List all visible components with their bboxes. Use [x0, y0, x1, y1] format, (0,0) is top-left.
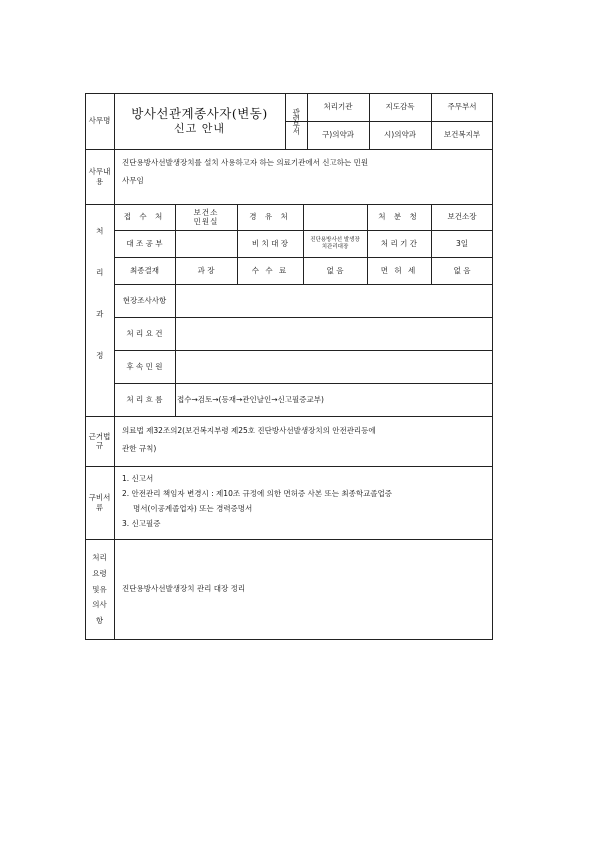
- business-text-line-2: 사무임: [122, 176, 144, 185]
- document-item: 1. 신고서: [122, 474, 154, 483]
- title-line-2: 신고 안내: [173, 121, 225, 135]
- business-text-line-1: 진단용방사선발생장치를 설치 사용하고자 하는 의료기관에서 신고하는 민원: [122, 158, 369, 167]
- document-item: 명서(이공계졸업자) 또는 경력증명서: [133, 504, 253, 513]
- via-value: [303, 204, 367, 230]
- related-dept-label: 관련부서: [291, 108, 301, 134]
- col-header-supervision: 지도감독: [385, 102, 415, 112]
- ledger-value: 진단용방사선 발생장치관리대장: [310, 236, 360, 250]
- via-label: 경 유 처: [249, 212, 291, 222]
- rule: [85, 539, 493, 540]
- period-label: 처 리 기 간: [380, 238, 418, 248]
- rule: [85, 466, 493, 467]
- agent-value: [175, 230, 237, 257]
- final-approval-value: 과 장: [197, 265, 215, 275]
- document-item: 2. 안전관리 책임자 변경시 : 제10조 규정에 의한 면허증 사본 또는 최종학교졸업증: [122, 489, 393, 498]
- site-survey-label: 현장조사사항: [122, 295, 167, 305]
- process-label: 처리과정: [95, 227, 105, 393]
- license-tax-label: 면 허 세: [380, 265, 418, 275]
- document-item: 3. 신고필증: [122, 519, 161, 528]
- period-value: 3일: [455, 238, 469, 248]
- notes-label: 처리요령및유의사항: [92, 553, 107, 626]
- flow-value: 접수→검토→(등재→관인날인→신고필증교부): [177, 394, 324, 404]
- disposition-value: 보건소장: [447, 212, 477, 222]
- legal-text-line-1: 의료법 제32조의2(보건복지부령 제25호 진단방사선발생장치의 안전관리등에: [122, 426, 376, 435]
- legal-text-line-2: 관한 규칙): [122, 444, 157, 453]
- ledger-label: 비 치 대 장: [251, 238, 289, 248]
- rule: [85, 416, 493, 417]
- col-value-agency: 구)의약과: [322, 130, 354, 140]
- col-value-main-dept: 보건복지부: [443, 130, 481, 140]
- agent-label: 대 조 공 부: [126, 238, 163, 248]
- col-value-supervision: 시)의약과: [384, 130, 416, 140]
- fee-label: 수 수 료: [251, 265, 289, 275]
- license-tax-value: 없 음: [453, 265, 471, 275]
- documents-label: 구비서류: [88, 493, 111, 512]
- col-header-main-dept: 주무부서: [447, 102, 477, 112]
- business-label: 사무내용: [88, 167, 111, 186]
- follow-up-label: 후 속 민 원: [126, 361, 163, 371]
- legal-label: 근거법규: [88, 431, 111, 450]
- section-label: 사무명: [88, 116, 111, 126]
- page-title: [114, 93, 285, 149]
- notes-text: 진단용방사선발생장치 관리 대장 정리: [122, 584, 246, 593]
- fee-value: 없 음: [326, 265, 344, 275]
- final-approval-label: 최종결재: [130, 265, 159, 275]
- requirements-label: 처 리 요 건: [126, 328, 163, 338]
- title-line-1: 방사선관계종사자(변동): [131, 106, 268, 122]
- reception-label: 접 수 처: [123, 212, 166, 222]
- disposition-label: 처 분 청: [378, 212, 420, 222]
- guide-form: [85, 93, 493, 640]
- col-header-agency: 처리기관: [323, 102, 353, 112]
- rule: [85, 149, 493, 150]
- flow-label: 처 리 흐 름: [126, 394, 163, 404]
- reception-value: 보건소 민원실: [193, 207, 219, 226]
